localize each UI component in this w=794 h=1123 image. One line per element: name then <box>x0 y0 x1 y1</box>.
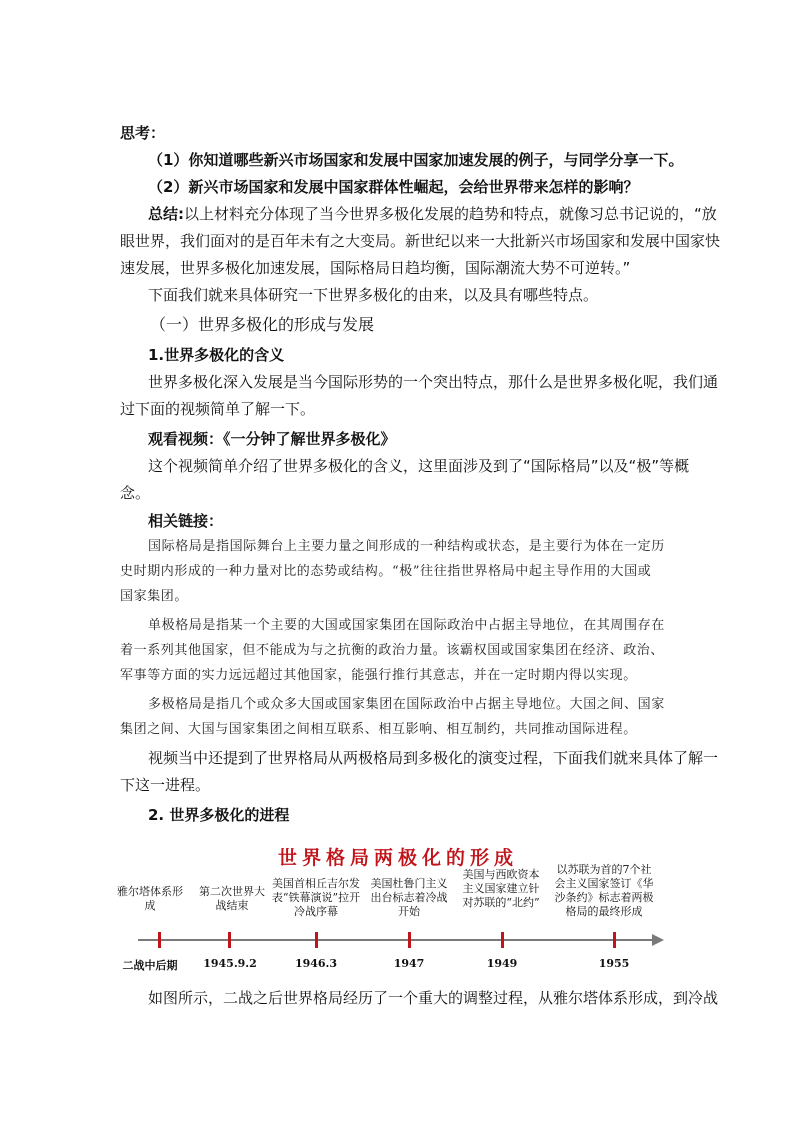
timeline-event-date: 1945.9.2 <box>203 957 257 970</box>
paragraph-2-line-2: 念。 <box>120 484 151 502</box>
timeline-figure <box>117 835 676 980</box>
timeline-event-label: 雅尔塔体系形成 <box>117 885 183 912</box>
timeline-arrow-icon <box>652 934 664 946</box>
paragraph-1-line-1: 世界多极化深入发展是当今国际形势的一个突出特点，那什么是世界多极化呢，我们通 <box>148 373 719 391</box>
link-3-line-1: 多极格局是指几个或众多大国或国家集团在国际政治中占据主导地位。大国之间、国家 <box>148 697 665 712</box>
paragraph-2-line-1: 这个视频简单介绍了世界多极化的含义，这里面涉及到了“国际格局”以及“极”等概 <box>148 457 690 475</box>
intro-paragraph: 下面我们就来具体研究一下世界多极化的由来，以及具有哪些特点。 <box>148 286 599 304</box>
paragraph-1-line-2: 过下面的视频简单了解一下。 <box>120 400 316 418</box>
link-1-line-3: 国家集团。 <box>120 589 189 604</box>
timeline-tick <box>613 932 616 948</box>
link-1-line-1: 国际格局是指国际舞台上主要力量之间形成的一种结构或状态，是主要行为体在一定历 <box>148 539 665 554</box>
summary-label: 总结: <box>148 205 184 223</box>
timeline-event-date: 1947 <box>393 957 425 970</box>
timeline-event-date: 1949 <box>486 957 518 970</box>
timeline-event-date: 二战中后期 <box>122 959 178 972</box>
timeline-event-label: 以苏联为首的7个社会主义国家签订《华沙条约》标志着两极格局的最终形成 <box>554 863 654 918</box>
summary-line-1 <box>148 202 717 226</box>
link-1-line-2: 史时期内形成的一种力量对比的态势或结构。“极”往往指世界格局中起主导作用的大国或 <box>120 564 652 579</box>
paragraph-3-line-2: 下这一进程。 <box>120 776 211 794</box>
related-link-heading: 相关链接： <box>148 512 224 530</box>
subsection-2-title: 2. 世界多极化的进程 <box>148 806 290 824</box>
link-3-line-2: 集团之间、大国与国家集团之间相互联系、相互影响、相互制约，共同推动国际进程。 <box>120 722 637 737</box>
timeline-tick <box>228 932 231 948</box>
timeline-event-label: 第二次世界大战结束 <box>199 885 265 912</box>
timeline-event-date: 1946.3 <box>294 957 338 970</box>
timeline-title: 世界格局两极化的形成 <box>277 847 518 869</box>
closing-paragraph: 如图所示，二战之后世界格局经历了一个重大的调整过程，从雅尔塔体系形成，到冷战 <box>148 989 719 1007</box>
timeline-event-date: 1955 <box>598 957 630 970</box>
timeline-tick <box>408 932 411 948</box>
timeline-tick <box>158 932 161 948</box>
timeline-axis <box>138 939 658 941</box>
timeline-event-label: 美国首相丘吉尔发表“铁幕演说”拉开冷战序幕 <box>271 877 361 918</box>
summary-line-2: 眼世界，我们面对的是百年未有之大变局。新世纪以来一大批新兴市场国家和发展中国家快 <box>120 232 721 250</box>
timeline-event-label: 美国与西欧资本主义国家建立针对苏联的“北约” <box>462 868 540 909</box>
link-2-line-3: 军事等方面的实力远远超过其他国家，能强行推行其意志，并在一定时期内得以实现。 <box>120 668 637 683</box>
section-title: （一）世界多极化的形成与发展 <box>150 315 375 334</box>
timeline-tick <box>315 932 318 948</box>
think-question-1: （1）你知道哪些新兴市场国家和发展中国家加速发展的例子，与同学分享一下。 <box>148 151 684 169</box>
link-2-line-2: 着一系列其他国家，但不能成为与之抗衡的政治力量。该霸权国或国家集团在经济、政治、 <box>120 643 665 658</box>
think-heading: 思考： <box>120 124 166 142</box>
think-question-2: （2）新兴市场国家和发展中国家群体性崛起，会给世界带来怎样的影响？ <box>148 178 639 196</box>
subsection-1-title: 1.世界多极化的含义 <box>148 346 285 364</box>
summary-text: 以上材料充分体现了当今世界多极化发展的趋势和特点，就像习总书记说的，“放 <box>184 205 717 223</box>
paragraph-3-line-1: 视频当中还提到了世界格局从两极格局到多极化的演变过程，下面我们就来具体了解一 <box>148 749 719 767</box>
summary-line-3: 速发展，世界多极化加速发展，国际格局日趋均衡，国际潮流大势不可逆转。” <box>120 259 631 277</box>
video-title: 观看视频：《一分钟了解世界多极化》 <box>148 430 396 448</box>
link-2-line-1: 单极格局是指某一个主要的大国或国家集团在国际政治中占据主导地位，在其周围存在 <box>148 618 665 633</box>
timeline-event-label: 美国杜鲁门主义出台标志着冷战开始 <box>370 877 448 918</box>
timeline-tick <box>501 932 504 948</box>
